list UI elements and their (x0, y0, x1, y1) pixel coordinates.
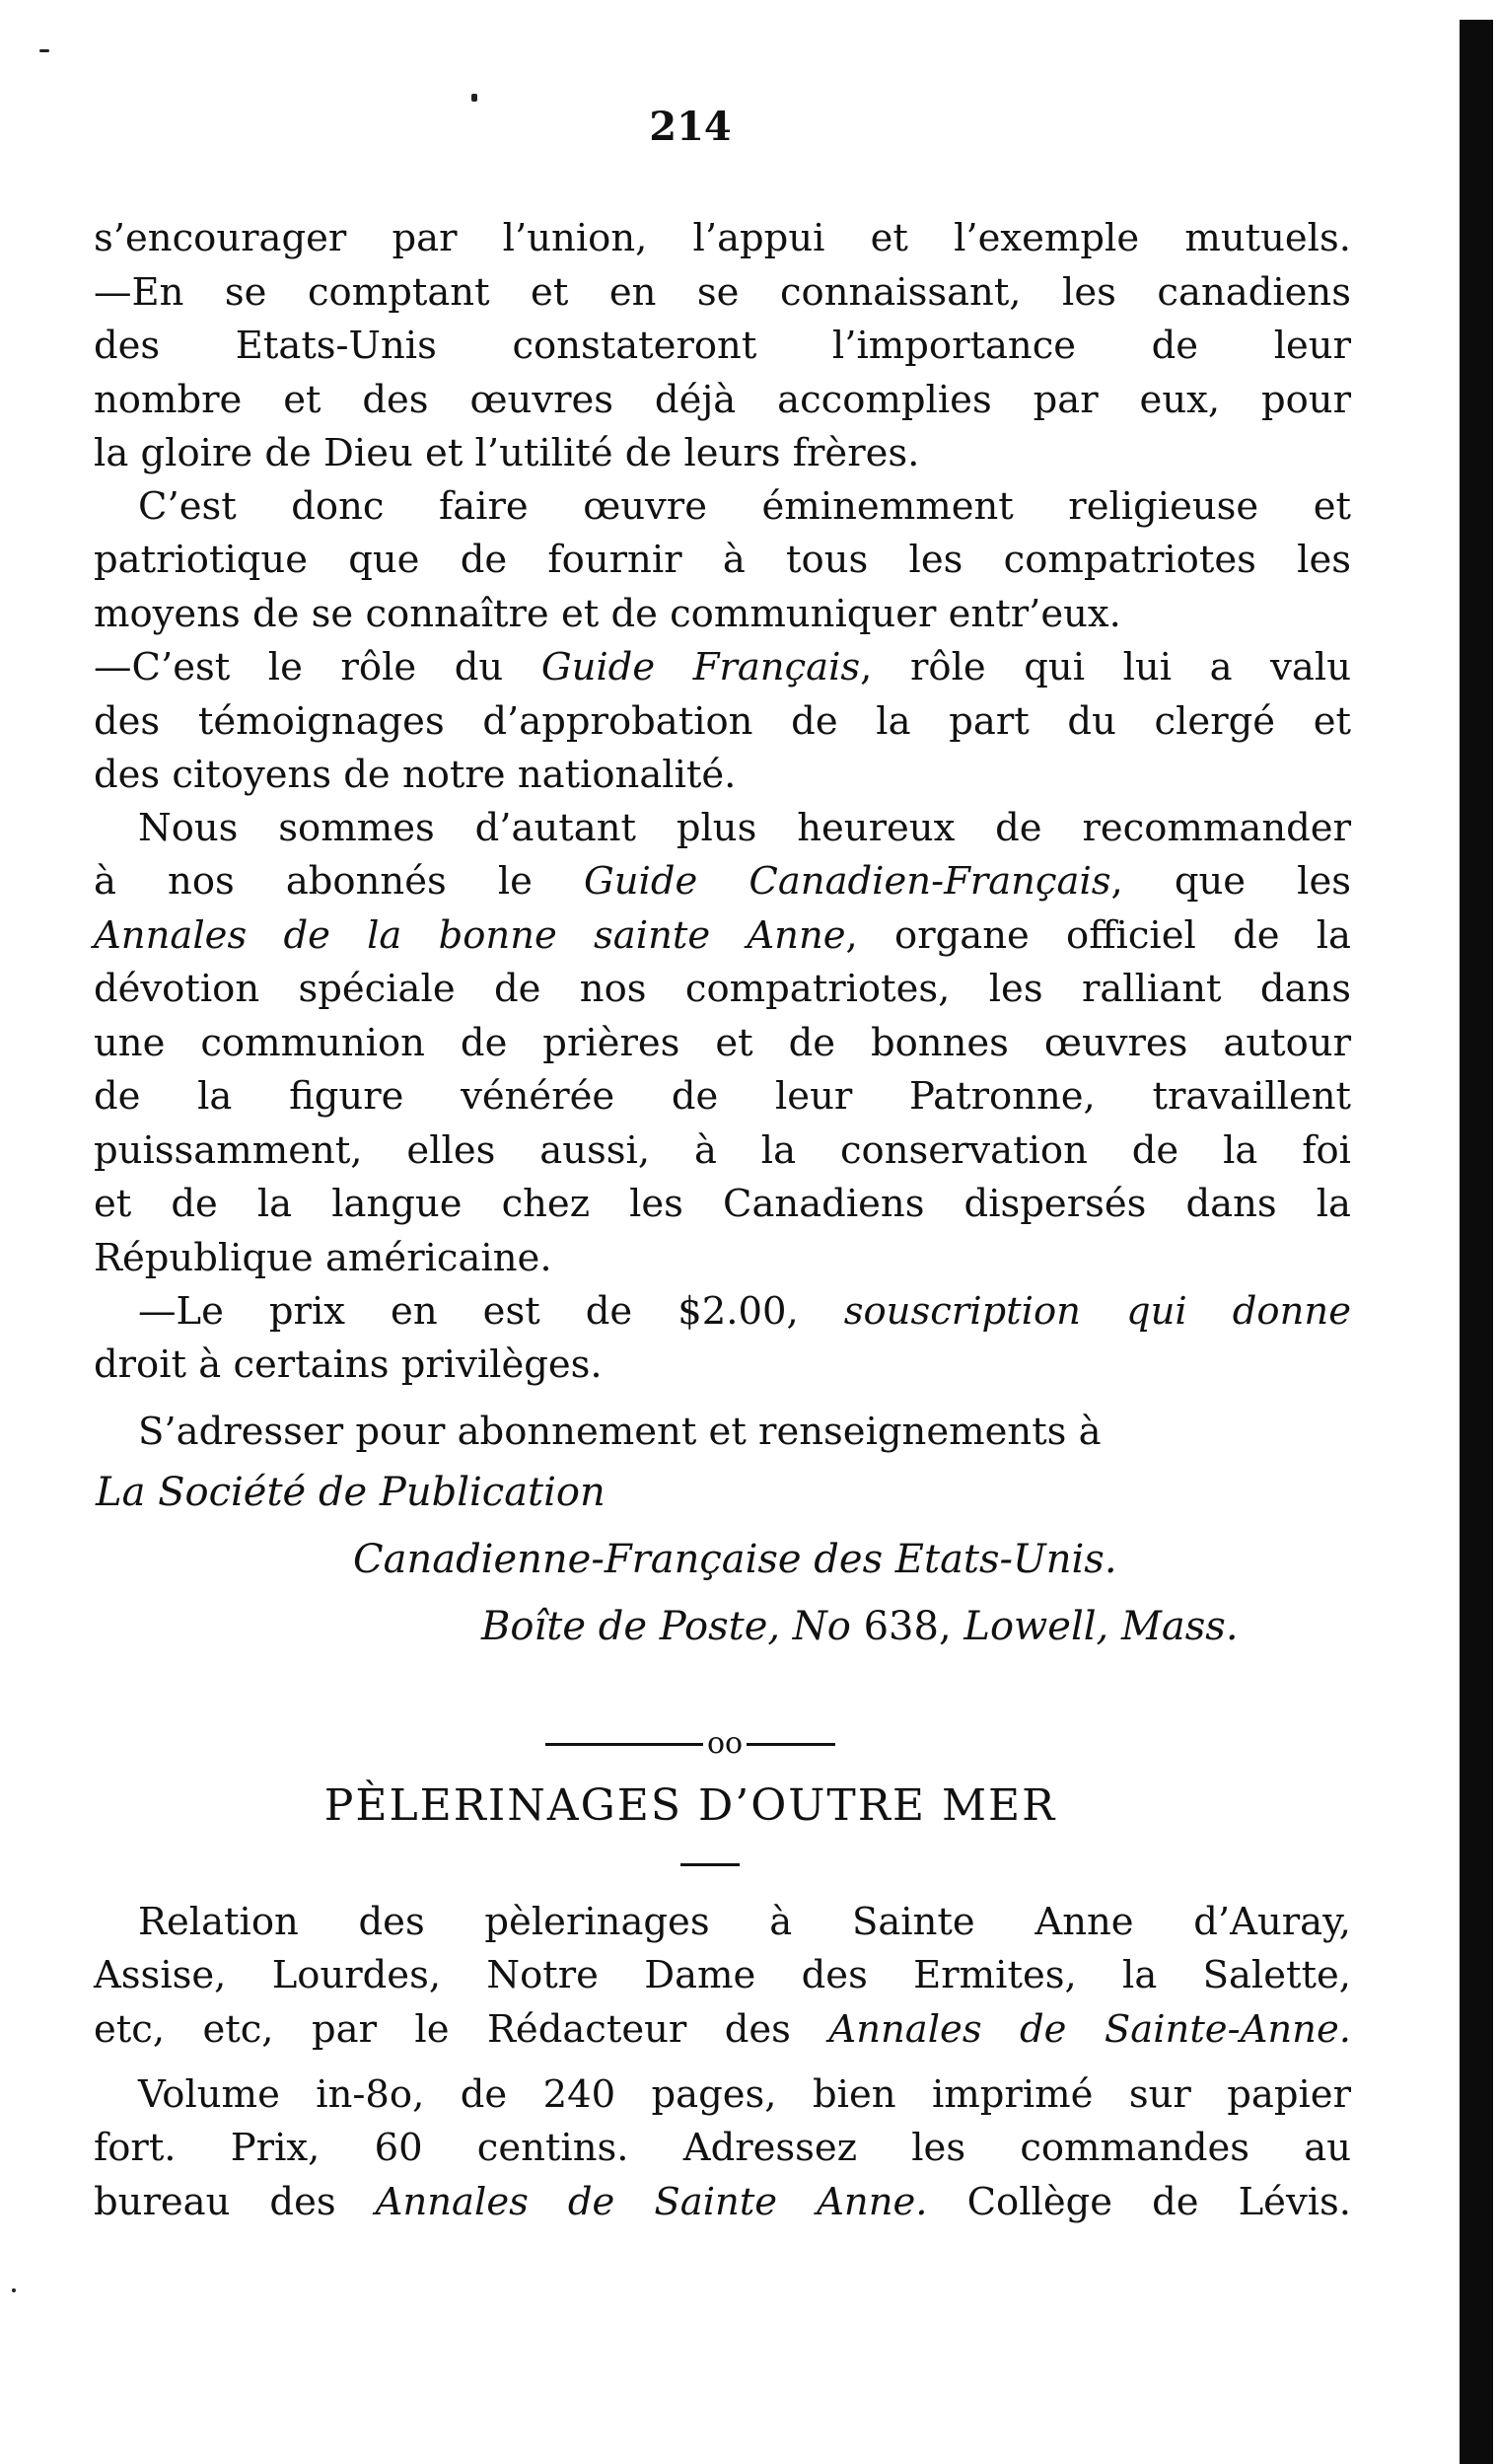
text-line: des Etats-Unis constateront l’importance de leur (94, 324, 1351, 368)
text-line: Annales de la bonne sainte Anne, organe officiel de la (94, 912, 1352, 958)
paragraph-volume (138, 2068, 1351, 2123)
section-heading: PÈLERINAGES D’OUTRE MER (323, 1780, 1057, 1831)
text-line: à nos abonnés le Guide Canadien-Français, que les (94, 859, 1351, 904)
text-line: patriotique que de fournir à tous les compatriotes les (94, 538, 1351, 582)
paragraph-price-cont (94, 1339, 1351, 1393)
paragraph-contact (138, 1406, 1351, 1460)
section-divider (0, 1726, 1381, 1761)
address-line-1: La Société de Publication (96, 1470, 606, 1515)
publication-title: Guide Français (540, 645, 861, 689)
paragraph-religious-work-cont (94, 534, 1351, 641)
text-line: une communion de prières et de bonnes œuvres autour (94, 1020, 1351, 1065)
paragraph-pilgrimages-cont (94, 1949, 1351, 2057)
publication-title: Annales de Sainte Anne. (375, 2179, 928, 2224)
publication-title: Guide Canadien-Français (584, 859, 1111, 904)
text-line: moyens de se connaître et de communiquer entr’eux. (94, 591, 1121, 636)
paragraph-recommendation (138, 802, 1351, 856)
ink-speck (471, 94, 477, 102)
text-line: s’encourager par l’union, l’appui et l’exemple mutuels. (94, 216, 1351, 260)
text-line: —En se comptant et en se connaissant, les canadiens (94, 269, 1351, 315)
address-line-2: Canadienne-Française des Etats-Unis. (353, 1537, 1117, 1582)
publication-title: Annales de la bonne sainte Anne (94, 912, 846, 958)
text-line: Relation des pèlerinages à Sainte Anne d’Auray, (138, 1900, 1351, 1944)
text-line: des citoyens de notre nationalité. (94, 753, 737, 797)
text-line: fort. Prix, 60 centins. Adressez les commandes au (94, 2126, 1351, 2170)
text-line: et de la langue chez les Canadiens dispersés dans la (94, 1182, 1351, 1226)
text-line: nombre et des œuvres déjà accomplies par eux, pour (94, 377, 1351, 422)
address-line-3: Boîte de Poste, No 638, Lowell, Mass. (481, 1604, 1239, 1649)
paragraph-price (138, 1285, 1351, 1340)
heading-underline (680, 1863, 740, 1866)
page-number: 214 (649, 104, 732, 150)
paragraph-union (94, 212, 1351, 481)
text-line: la gloire de Dieu et l’utilité de leurs frères. (94, 431, 920, 475)
text-line: Nous sommes d’autant plus heureux de recommander (138, 806, 1351, 850)
text-line: S’adresser pour abonnement et renseignements à (138, 1410, 1102, 1454)
text-line: droit à certains privilèges. (94, 1342, 603, 1387)
divider-ornament: oo (706, 1726, 744, 1761)
paragraph-recommendation-cont (94, 855, 1351, 1285)
ink-speck (12, 2288, 16, 2292)
divider-rule (545, 1743, 703, 1746)
paragraph-religious-work (138, 480, 1351, 535)
text-line: —Le prix en est de $2.00, souscription qui donne (138, 1289, 1351, 1334)
text-line: puissamment, elles aussi, à la conservation de la foi (94, 1127, 1351, 1173)
text-line: Assise, Lourdes, Notre Dame des Ermites, la Salette, (94, 1953, 1351, 1997)
text-line: —C’est le rôle du Guide Français, rôle qui lui a valu (94, 645, 1351, 689)
text-line: de la figure vénérée de leur Patronne, travaillent (94, 1074, 1351, 1119)
publication-title: Annales de Sainte-Anne. (828, 2006, 1352, 2052)
divider-rule (747, 1743, 835, 1746)
ink-speck (39, 49, 49, 52)
paragraph-volume-cont (94, 2122, 1351, 2229)
page-edge-shadow (1460, 20, 1493, 2464)
paragraph-pilgrimages (138, 1896, 1351, 1950)
text-line: Volume in-8o, de 240 pages, bien imprimé sur papier (138, 2072, 1351, 2117)
text-line: dévotion spéciale de nos compatriotes, les ralliant dans (94, 967, 1351, 1011)
text-line: des témoignages d’approbation de la part du clergé et (94, 698, 1351, 744)
text-line: C’est donc faire œuvre éminemment religieuse et (138, 484, 1351, 529)
text-line: bureau des Annales de Sainte Anne. Collège de Lévis. (94, 2179, 1351, 2224)
text-line: République américaine. (94, 1235, 552, 1280)
paragraph-guide-francais (94, 641, 1351, 803)
text-line: etc, etc, par le Rédacteur des Annales de Sainte-Anne. (94, 2006, 1352, 2052)
